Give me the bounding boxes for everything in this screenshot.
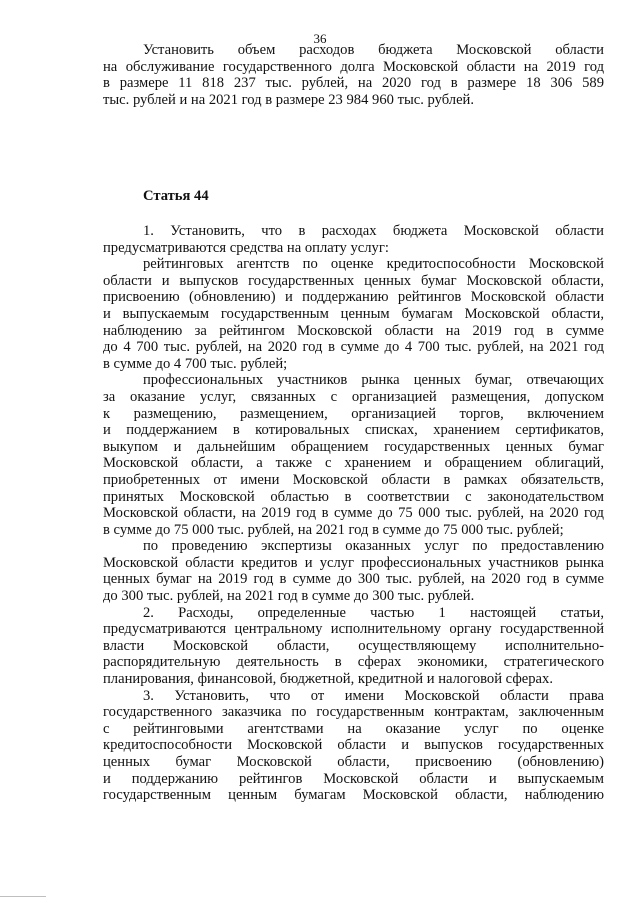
text-line: в размере 11 818 237 тыс. рублей, на 2020 год в размере 18 306 589 bbox=[103, 75, 604, 92]
text-line: тыс. рублей и на 2021 год в размере 23 984 960 тыс. рублей. bbox=[103, 91, 475, 108]
text-line: государственного заказчика по государственным контрактам, заключенным bbox=[103, 704, 604, 721]
article-body bbox=[103, 223, 604, 804]
text-line: предусматриваются центральному исполнительному органу государственной bbox=[103, 621, 604, 638]
page-number: 36 bbox=[313, 31, 327, 46]
text-line: к размещению, размещением, организацией торгов, включением bbox=[103, 405, 604, 422]
article-title: Статья 44 bbox=[143, 188, 209, 204]
text-line: в сумме до 75 000 тыс. рублей, на 2021 год в сумме до 75 000 тыс. рублей; bbox=[103, 521, 564, 538]
text-line: Установить объем расходов бюджета Московской области bbox=[143, 42, 604, 58]
text-line: на обслуживание государственного долга Московской области на 2019 год bbox=[103, 58, 604, 75]
text-line: планирования, финансовой, бюджетной, кредитной и налоговой сферах. bbox=[103, 671, 553, 688]
text-line: государственным ценным бумагам Московской области, наблюдению bbox=[103, 787, 604, 804]
text-line: Московской области, на 2019 год в сумме до 75 000 тыс. рублей, на 2020 год bbox=[103, 505, 604, 522]
text-line: и поддержанием в котировальных списках, хранением сертификатов, bbox=[103, 422, 604, 439]
text-line: за оказание услуг, связанных с организацией размещения, допуском bbox=[103, 388, 604, 405]
text-line: присвоению (обновлению) и поддержанию рейтингов Московской области bbox=[103, 289, 604, 306]
text-line: Московской области, а также с хранением и обращением облигаций, bbox=[103, 455, 604, 472]
text-line: ценных бумаг на 2019 год в сумме до 300 тыс. рублей, на 2020 год в сумме bbox=[103, 571, 604, 588]
text-line: до 4 700 тыс. рублей, на 2020 год в сумме до 4 700 тыс. рублей, на 2021 год bbox=[103, 339, 604, 356]
budget-debt-paragraph bbox=[103, 42, 604, 108]
text-line: рейтинговых агентств по оценке кредитоспособности Московской bbox=[143, 256, 604, 273]
text-line: наблюдению за рейтингом Московской области на 2019 год в сумме bbox=[103, 322, 604, 339]
text-line: кредитоспособности Московской области и выпусков государственных bbox=[103, 737, 604, 754]
text-line: Московской области кредитов и услуг профессиональных участников рынка bbox=[103, 554, 604, 571]
text-line: принятых Московской областью в соответствии с законодательством bbox=[103, 488, 604, 505]
text-line: и поддержанию рейтингов Московской области и выпускаемым bbox=[103, 770, 604, 787]
text-line: распорядительную деятельность в сферах экономики, стратегического bbox=[103, 654, 604, 671]
text-line: профессиональных участников рынка ценных бумаг, отвечающих bbox=[143, 372, 604, 389]
scan-edge-mark bbox=[0, 896, 46, 897]
text-line: в сумме до 4 700 тыс. рублей; bbox=[103, 355, 288, 372]
text-line: с рейтинговыми агентствами на оказание услуг по оценке bbox=[103, 720, 604, 737]
text-line: приобретенных от имени Московской области в рамках обязательств, bbox=[103, 471, 604, 488]
text-line: ценных бумаг Московской области, присвоению (обновлению) bbox=[103, 754, 604, 770]
text-line: и выпускаемым государственным ценным бумагам Московской области, bbox=[103, 305, 604, 322]
text-line: области и выпусков государственных ценных бумаг Московской области, bbox=[103, 272, 604, 289]
text-line: власти Московской области, осуществляющему исполнительно- bbox=[103, 637, 604, 654]
text-line: 2. Расходы, определенные частью 1 настоящей статьи, bbox=[143, 604, 604, 621]
text-line: 3. Установить, что от имени Московской области права bbox=[143, 687, 604, 704]
text-line: по проведению экспертизы оказанных услуг по предоставлению bbox=[143, 538, 604, 555]
text-line: предусматриваются средства на оплату услуг: bbox=[103, 239, 389, 256]
text-line: выкупом и дальнейшим обращением государственных ценных бумаг bbox=[103, 438, 604, 455]
text-line: 1. Установить, что в расходах бюджета Московской области bbox=[143, 223, 604, 239]
text-line: до 300 тыс. рублей, на 2021 год в сумме до 300 тыс. рублей. bbox=[103, 588, 475, 605]
